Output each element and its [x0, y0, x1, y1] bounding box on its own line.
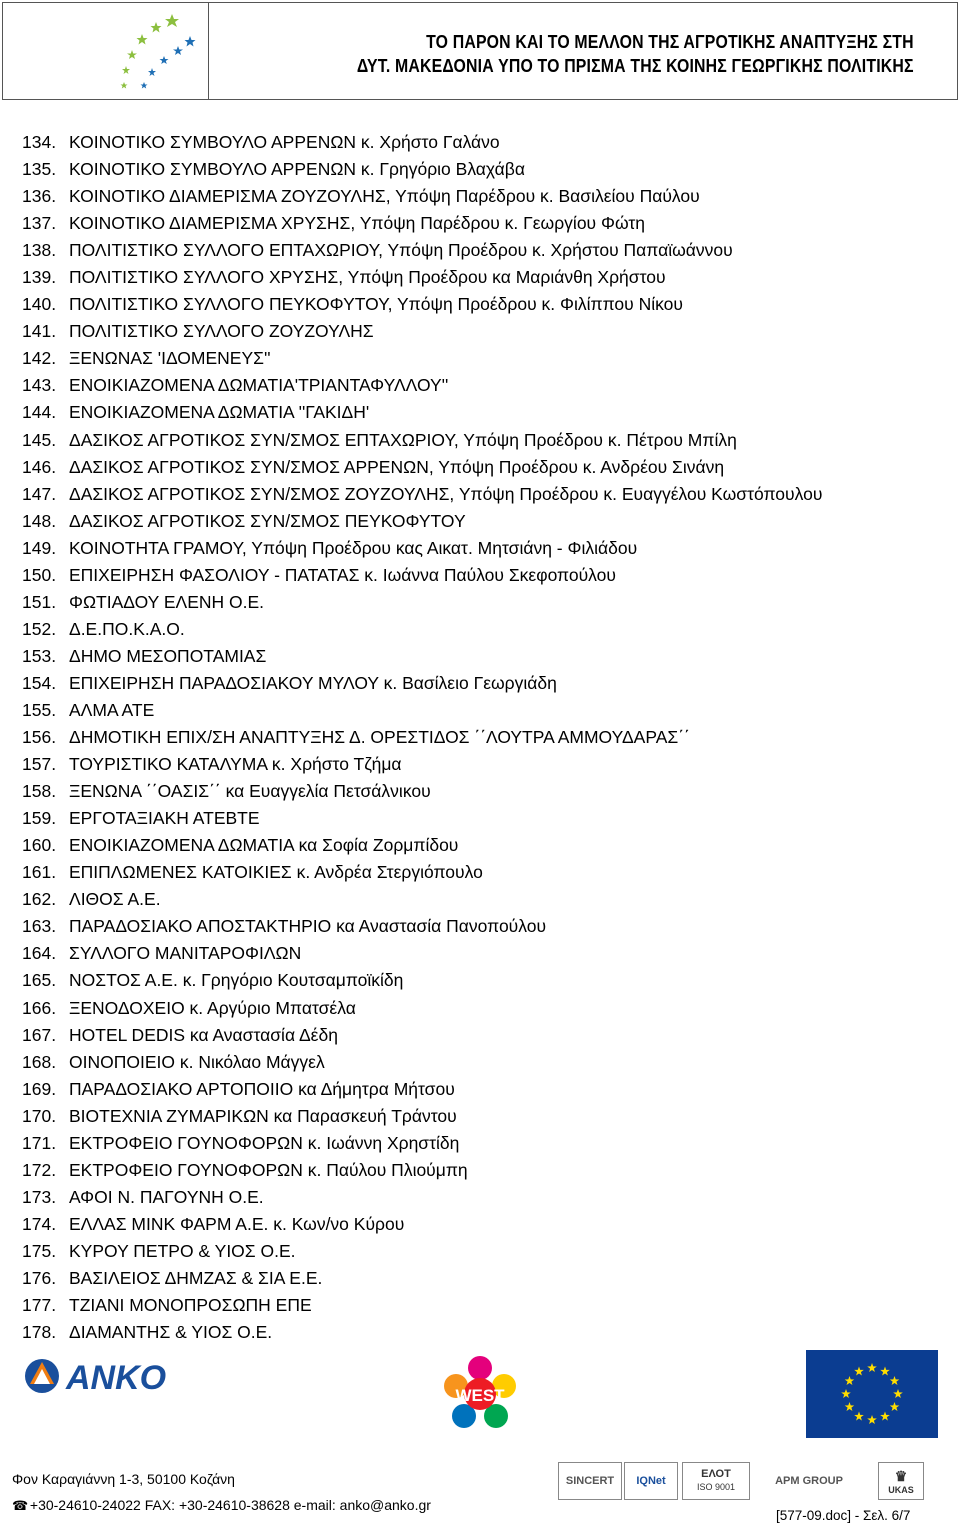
list-item [22, 535, 822, 562]
item-text: ΠΟΛΙΤΙΣΤΙΚΟ ΣΥΛΛΟΓΟ ΕΠΤΑΧΩΡΙΟΥ, Υπόψη Προέδρου κ. Χρήστου Παπαϊωάννου [69, 240, 733, 261]
item-text: ΟΙΝΟΠΟΙΕΙΟ κ. Νικόλαο Μάγγελ [69, 1051, 325, 1072]
item-text: ΛΙΘΟΣ Α.Ε. [69, 889, 161, 910]
list-item [22, 1103, 822, 1130]
item-text: ΠΟΛΙΤΙΣΤΙΚΟ ΣΥΛΛΟΓΟ ΠΕΥΚΟΦΥΤΟΥ, Υπόψη Προέδρου κ. Φιλίππου Νίκου [69, 294, 683, 315]
item-number: 155. [22, 699, 57, 720]
eu-star-icon [845, 1376, 855, 1385]
list-item [22, 832, 822, 859]
item-text: ΒΑΣΙΛΕΙΟΣ ΔΗΜΖΑΣ & ΣΙΑ Ε.Ε. [69, 1267, 323, 1288]
list-item [22, 589, 822, 616]
phone-fax-email: +30-24610-24022 FAX: +30-24610-38628 e-mail: anko@anko.gr [29, 1497, 431, 1513]
item-text: ΕΚΤΡΟΦΕΙΟ ΓΟΥΝΟΦΟΡΩΝ κ. Ιωάννη Χρηστίδη [69, 1132, 460, 1153]
item-text: ΠΑΡΑΔΟΣΙΑΚΟ ΑΡΤΟΠΟΙΙΟ κα Δήμητρα Μήτσου [69, 1078, 455, 1099]
list-item [22, 1292, 822, 1319]
list-item [22, 670, 822, 697]
list-item [22, 481, 822, 508]
list-item [22, 751, 822, 778]
item-number: 157. [22, 754, 57, 775]
item-text: ΔΑΣΙΚΟΣ ΑΓΡΟΤΙΚΟΣ ΣΥΝ/ΣΜΟΣ ΕΠΤΑΧΩΡΙΟΥ, Υπόψη Προέδρου κ. Πέτρου Μπίλη [69, 429, 737, 450]
eu-stars-icon [806, 1350, 938, 1438]
item-text: ΣΥΛΛΟΓΟ ΜΑΝΙΤΑΡΟΦΙΛΩΝ [69, 943, 302, 964]
item-text: ΔΗΜΟΤΙΚΗ ΕΠΙΧ/ΣΗ ΑΝΑΠΤΥΞΗΣ Δ. ΟΡΕΣΤΙΔΟΣ ΄΄ΛΟΥΤΡΑ ΑΜΜΟΥΔΑΡΑΣ΄΄ [69, 727, 690, 748]
eu-star-icon [880, 1412, 890, 1421]
anko-emblem-icon [25, 1359, 59, 1393]
item-number: 161. [22, 862, 57, 883]
item-text: ΕΝΟΙΚΙΑΖΟΜΕΝΑ ΔΩΜΑΤΙΑ'ΤΡΙΑΝΤΑΦΥΛΛΟΥ'' [69, 375, 449, 396]
footer-logos [0, 1350, 960, 1460]
item-number: 136. [22, 186, 57, 207]
header-title-line-2: ΔΥΤ. ΜΑΚΕΔΟΝΙΑ ΥΠΟ ΤΟ ΠΡΙΣΜΑ ΤΗΣ ΚΟΙΝΗΣ ΓΕΩΡΓΙΚΗΣ ΠΟΛΙΤΙΚΗΣ [357, 56, 914, 76]
list-item [22, 1238, 822, 1265]
item-text: ΤΟΥΡΙΣΤΙΚΟ ΚΑΤΑΛΥΜΑ κ. Χρήστο Τζήμα [69, 754, 402, 775]
eu-star-icon [841, 1389, 851, 1398]
item-number: 138. [22, 240, 57, 261]
list-item [22, 697, 822, 724]
list-item [22, 156, 822, 183]
list-item [22, 995, 822, 1022]
item-number: 141. [22, 321, 57, 342]
list-item [22, 1319, 822, 1346]
item-number: 151. [22, 591, 57, 612]
item-text: ΚΟΙΝΟΤΙΚΟ ΔΙΑΜΕΡΙΣΜΑ ΧΡΥΣΗΣ, Υπόψη Παρέδρου κ. Γεωργίου Φώτη [69, 213, 646, 234]
list-item [22, 913, 822, 940]
eu-star-icon [893, 1389, 903, 1398]
item-text: ΝΟΣΤΟΣ Α.Ε. κ. Γρηγόριο Κουτσαμποϊκίδη [69, 970, 404, 991]
item-number: 158. [22, 781, 57, 802]
item-number: 143. [22, 375, 57, 396]
list-item [22, 1076, 822, 1103]
item-number: 148. [22, 510, 57, 531]
phone-icon: ☎ [12, 1498, 29, 1513]
item-text: ΕΠΙΠΛΩΜΕΝΕΣ ΚΑΤΟΙΚΙΕΣ κ. Ανδρέα Στεργιόπουλο [69, 862, 483, 883]
item-text: ΕΝΟΙΚΙΑΖΟΜΕΝΑ ΔΩΜΑΤΙΑ ''ΓΑΚΙΔΗ' [69, 402, 370, 423]
item-text: ΚΥΡΟΥ ΠΕΤΡΟ & ΥΙΟΣ Ο.Ε. [69, 1240, 296, 1261]
list-item [22, 616, 822, 643]
item-number: 168. [22, 1051, 57, 1072]
eu-star-icon [890, 1402, 900, 1411]
eu-star-icon [854, 1367, 864, 1376]
item-number: 174. [22, 1213, 57, 1234]
list-item [22, 1211, 822, 1238]
item-text: ΔΑΣΙΚΟΣ ΑΓΡΟΤΙΚΟΣ ΣΥΝ/ΣΜΟΣ ΠΕΥΚΟΦΥΤΟΥ [69, 510, 466, 531]
item-text: ΕΚΤΡΟΦΕΙΟ ΓΟΥΝΟΦΟΡΩΝ κ. Παύλου Πλιούμπη [69, 1159, 468, 1180]
list-item [22, 210, 822, 237]
item-text: ΠΟΛΙΤΙΣΤΙΚΟ ΣΥΛΛΟΓΟ ΖΟΥΖΟΥΛΗΣ [69, 321, 374, 342]
west-logo [440, 1354, 520, 1444]
item-text: ΞΕΝΟΔΟΧΕΙΟ κ. Αργύριο Μπατσέλα [69, 997, 356, 1018]
list-item [22, 805, 822, 832]
eu-star-icon [845, 1402, 855, 1411]
list-item [22, 264, 822, 291]
west-logo-text: WEST [455, 1386, 505, 1405]
list-item [22, 129, 822, 156]
list-item [22, 724, 822, 751]
item-number: 142. [22, 348, 57, 369]
item-text: ΠΑΡΑΔΟΣΙΑΚΟ ΑΠΟΣΤΑΚΤΗΡΙΟ κα Αναστασία Πανοπούλου [69, 916, 547, 937]
list-item [22, 345, 822, 372]
item-number: 164. [22, 943, 57, 964]
contact-block [12, 1466, 431, 1519]
item-number: 171. [22, 1132, 57, 1153]
list-item [22, 508, 822, 535]
item-number: 146. [22, 456, 57, 477]
item-text: ΑΦΟΙ Ν. ΠΑΓΟΥΝΗ Ο.Ε. [69, 1186, 264, 1207]
item-text: ΕΡΓΟΤΑΞΙΑΚΗ ΑΤΕΒΤΕ [69, 808, 260, 829]
item-text: ΚΟΙΝΟΤΙΚΟ ΔΙΑΜΕΡΙΣΜΑ ΖΟΥΖΟΥΛΗΣ, Υπόψη Παρέδρου κ. Βασιλείου Παύλου [69, 186, 700, 207]
item-text: ΚΟΙΝΟΤΙΚΟ ΣΥΜΒΟΥΛΟ ΑΡΡΕΝΩΝ κ. Γρηγόριο Βλαχάβα [69, 159, 525, 180]
item-text: ΞΕΝΩΝΑ ΄΄ΟΑΣΙΣ΄΄ κα Ευαγγελία Πετσάλνικου [69, 781, 431, 802]
item-number: 153. [22, 645, 57, 666]
item-text: ΕΠΙΧΕΙΡΗΣΗ ΦΑΣΟΛΙΟΥ - ΠΑΤΑΤΑΣ κ. Ιωάννα Παύλου Σκεφοπούλου [69, 564, 616, 585]
item-number: 176. [22, 1267, 57, 1288]
item-number: 152. [22, 618, 57, 639]
item-number: 175. [22, 1240, 57, 1261]
eu-star-icon [880, 1367, 890, 1376]
item-number: 178. [22, 1322, 57, 1343]
item-text: ΤΖΙΑΝΙ ΜΟΝΟΠΡΟΣΩΠΗ ΕΠΕ [69, 1295, 312, 1316]
list-item [22, 318, 822, 345]
list-item [22, 183, 822, 210]
item-number: 173. [22, 1186, 57, 1207]
item-number: 154. [22, 672, 57, 693]
item-number: 163. [22, 916, 57, 937]
item-text: ΕΛΛΑΣ ΜΙΝΚ ΦΑΡΜ Α.Ε. κ. Κων/νο Κύρου [69, 1213, 405, 1234]
crown-icon: ♛ [894, 1467, 908, 1484]
list-item [22, 1157, 822, 1184]
item-number: 177. [22, 1295, 57, 1316]
list-item [22, 643, 822, 670]
item-text: HOTEL DEDIS κα Αναστασία Δέδη [69, 1024, 338, 1045]
list-item [22, 778, 822, 805]
item-number: 166. [22, 997, 57, 1018]
item-text: ΞΕΝΩΝΑΣ 'ΙΔΟΜΕΝΕΥΣ'' [69, 348, 271, 369]
anko-logo [20, 1356, 200, 1396]
address: Φον Καραγιάννη 1-3, 50100 Κοζάνη [12, 1471, 235, 1487]
phone-row [12, 1492, 431, 1519]
list-item [22, 1184, 822, 1211]
list-item [22, 967, 822, 994]
item-number: 147. [22, 483, 57, 504]
item-text: ΕΝΟΙΚΙΑΖΟΜΕΝΑ ΔΩΜΑΤΙΑ κα Σοφία Ζορμπίδου [69, 835, 459, 856]
list-item [22, 859, 822, 886]
item-text: ΑΛΜΑ ΑΤΕ [69, 699, 155, 720]
list-item [22, 454, 822, 481]
list-item [22, 1022, 822, 1049]
item-number: 145. [22, 429, 57, 450]
item-text: ΕΠΙΧΕΙΡΗΣΗ ΠΑΡΑΔΟΣΙΑΚΟΥ ΜΥΛΟΥ κ. Βασίλειο Γεωργιάδη [69, 672, 557, 693]
list-item [22, 940, 822, 967]
eu-star-icon [890, 1376, 900, 1385]
certification-logos [558, 1462, 958, 1506]
list-item [22, 237, 822, 264]
item-number: 170. [22, 1105, 57, 1126]
item-number: 144. [22, 402, 57, 423]
eu-flag [806, 1350, 938, 1438]
recipient-list [22, 129, 822, 1346]
header-title [281, 30, 914, 78]
anko-logo-text: ANKO [66, 1359, 167, 1396]
item-text: Δ.Ε.ΠΟ.Κ.Α.Ο. [69, 618, 185, 639]
item-text: ΔΗΜΟ ΜΕΣΟΠΟΤΑΜΙΑΣ [69, 645, 267, 666]
item-number: 150. [22, 564, 57, 585]
item-text: ΒΙΟΤΕΧΝΙΑ ΖΥΜΑΡΙΚΩΝ κα Παρασκευή Τράντου [69, 1105, 457, 1126]
eu-star-icon [867, 1415, 877, 1424]
item-text: ΚΟΙΝΟΤΙΚΟ ΣΥΜΒΟΥΛΟ ΑΡΡΕΝΩΝ κ. Χρήστο Γαλάνο [69, 132, 500, 152]
ukas-logo: ♛ UKAS [878, 1462, 924, 1500]
item-number: 162. [22, 889, 57, 910]
item-number: 159. [22, 808, 57, 829]
list-item [22, 427, 822, 454]
item-number: 140. [22, 294, 57, 315]
list-item [22, 399, 822, 426]
apm-group-logo: APM GROUP [775, 1475, 843, 1487]
item-number: 139. [22, 267, 57, 288]
item-number: 172. [22, 1159, 57, 1180]
item-text: ΦΩΤΙΑΔΟΥ ΕΛΕΝΗ Ο.Ε. [69, 591, 265, 612]
eu-star-icon [854, 1412, 864, 1421]
list-item [22, 1130, 822, 1157]
elot-logo: ΕΛΟΤ ISO 9001 [682, 1462, 750, 1500]
item-text: ΔΙΑΜΑΝΤΗΣ & ΥΙΟΣ Ο.Ε. [69, 1322, 273, 1343]
item-number: 165. [22, 970, 57, 991]
item-text: ΔΑΣΙΚΟΣ ΑΓΡΟΤΙΚΟΣ ΣΥΝ/ΣΜΟΣ ΑΡΡΕΝΩΝ, Υπόψη Προέδρου κ. Ανδρέου Σινάνη [69, 456, 725, 477]
item-number: 135. [22, 159, 57, 180]
item-number: 167. [22, 1024, 57, 1045]
list-item [22, 886, 822, 913]
list-item [22, 372, 822, 399]
item-number: 160. [22, 835, 57, 856]
item-text: ΚΟΙΝΟΤΗΤΑ ΓΡΑΜΟΥ, Υπόψη Προέδρου κας Αικατ. Μητσιάνη - Φιλιάδου [69, 537, 638, 558]
stars-logo [60, 6, 210, 98]
item-number: 134. [22, 132, 57, 152]
item-number: 149. [22, 537, 57, 558]
iqnet-logo: IQNet [624, 1462, 678, 1500]
list-item [22, 1265, 822, 1292]
item-number: 137. [22, 213, 57, 234]
item-number: 169. [22, 1078, 57, 1099]
eu-star-icon [867, 1363, 877, 1372]
item-text: ΠΟΛΙΤΙΣΤΙΚΟ ΣΥΛΛΟΓΟ ΧΡΥΣΗΣ, Υπόψη Προέδρου κα Μαριάνθη Χρήστου [69, 267, 666, 288]
item-text: ΔΑΣΙΚΟΣ ΑΓΡΟΤΙΚΟΣ ΣΥΝ/ΣΜΟΣ ΖΟΥΖΟΥΛΗΣ, Υπόψη Προέδρου κ. Ευαγγέλου Κωστόπουλου [69, 483, 823, 504]
list-item [22, 1049, 822, 1076]
item-number: 156. [22, 727, 57, 748]
list-item [22, 562, 822, 589]
page-header [0, 0, 960, 105]
page-reference: [577-09.doc] - Σελ. 6/7 [776, 1508, 911, 1523]
sincert-logo: SINCERT [558, 1462, 622, 1500]
header-title-line-1: ΤΟ ΠΑΡΟΝ ΚΑΙ ΤΟ ΜΕΛΛΟΝ ΤΗΣ ΑΓΡΟΤΙΚΗΣ ΑΝΑΠΤΥΞΗΣ ΣΤΗ [426, 32, 914, 52]
list-item [22, 291, 822, 318]
